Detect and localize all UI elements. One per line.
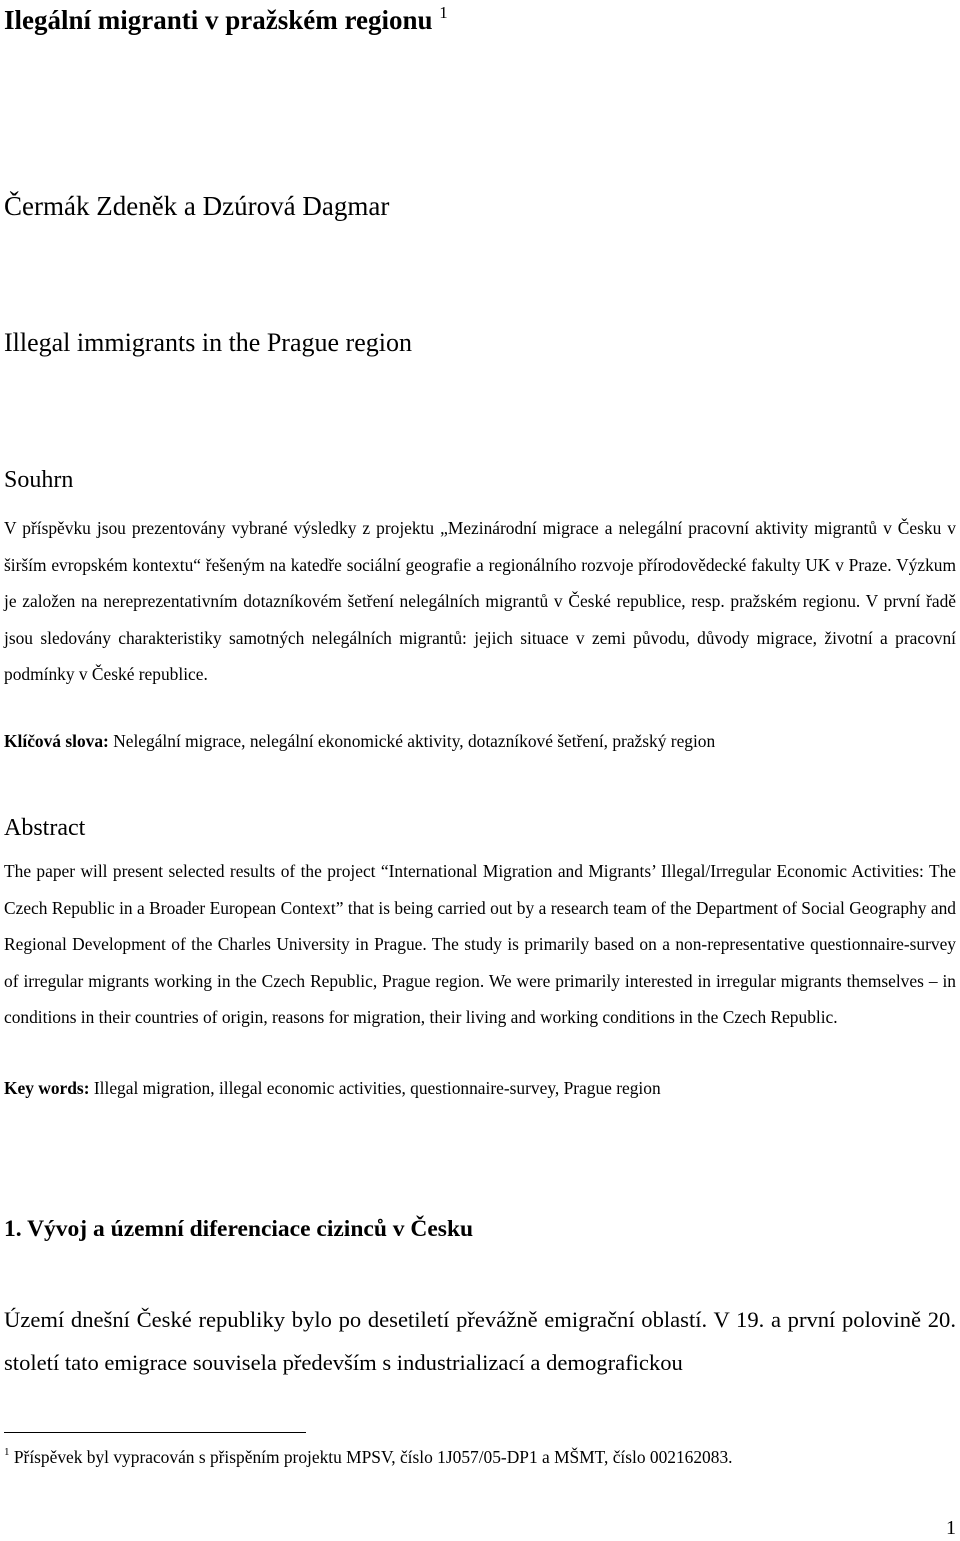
authors: Čermák Zdeněk a Dzúrová Dagmar <box>4 191 390 221</box>
english-title: Illegal immigrants in the Prague region <box>4 328 412 357</box>
abstract-keywords-value: Illegal migration, illegal economic activities, questionnaire-survey, Prague region <box>93 1078 661 1098</box>
abstract-keywords <box>4 1070 956 1106</box>
title-footnote-ref: 1 <box>439 3 448 22</box>
souhrn-heading: Souhrn <box>4 467 74 493</box>
paper-title <box>4 2 956 38</box>
souhrn-keywords-label: Klíčová slova: <box>4 731 109 751</box>
section-1-text: Území dnešní České republiky bylo po desetiletí převážně emigrační oblastí. V 19. a první polovině 20. století tato emigrace souvisela především s industrializací a demografickou <box>4 1307 956 1375</box>
abstract-keywords-label: Key words: <box>4 1078 90 1098</box>
footnote <box>4 1442 956 1472</box>
page-number: 1 <box>946 1517 956 1539</box>
footnote-divider <box>4 1432 306 1433</box>
abstract-text: The paper will present selected results of the project “International Migration and Migrants’ Illegal/Irregular Economic Activities: The Czech Republic in a Broader European Context” that is being carried out by a research team of the Department of Social Geography and Regional Development of the Charles University in Prague. The study is primarily based on a non-representative questionnaire-survey of irregular migrants working in the Czech Republic, Prague region. We were primarily interested in irregular migrants themselves – in conditions in their countries of origin, reasons for migration, their living and working conditions in the Czech Republic. <box>4 861 956 1027</box>
souhrn-keywords-value: Nelegální migrace, nelegální ekonomické aktivity, dotazníkové šetření, pražský region <box>113 731 716 751</box>
souhrn-keywords <box>4 723 956 759</box>
footnote-text: Příspěvek byl vypracován s přispěním projektu MPSV, číslo 1J057/05-DP1 a MŠMT, číslo 002162083. <box>13 1447 733 1467</box>
section-1-heading: 1. Vývoj a územní diferenciace cizinců v Česku <box>4 1216 474 1242</box>
paper-title-text: Ilegální migranti v pražském regionu <box>4 5 433 35</box>
abstract-heading: Abstract <box>4 815 86 841</box>
souhrn-text: V příspěvku jsou prezentovány vybrané výsledky z projektu „Mezinárodní migrace a nelegální pracovní aktivity migrantů v Česku v širším evropském kontextu“ řešeným na katedře sociální geografie a regionálního rozvoje přírodovědecké fakulty UK v Praze. Výzkum je založen na nereprezentativním dotazníkovém šetření nelegálních migrantů v České republice, resp. pražském regionu. V první řadě jsou sledovány charakteristiky samotných nelegálních migrantů: jejich situace v zemi původu, důvody migrace, životní a pracovní podmínky v České republice. <box>4 518 956 684</box>
footnote-marker: 1 <box>4 1446 10 1458</box>
